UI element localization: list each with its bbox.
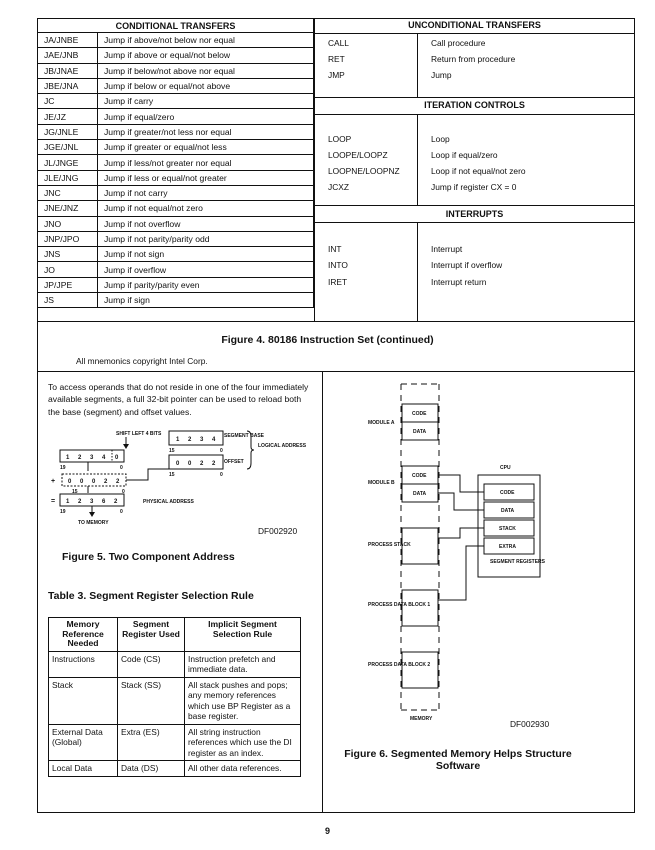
process-data-block-2-label: PROCESS DATA BLOCK 2	[368, 662, 431, 668]
table-row	[38, 109, 314, 124]
mnemonic-cell: JG/JNLE	[38, 124, 98, 139]
table-row	[38, 155, 314, 170]
mnemonic-cell: JGE/JNL	[38, 140, 98, 155]
table-row	[38, 33, 314, 48]
description-cell: Loop if not equal/not zero	[431, 166, 526, 176]
mnemonic-cell: JLE/JNG	[38, 170, 98, 185]
table-cell: All string instruction references which use the DI register as an index.	[185, 724, 301, 761]
description-cell: Jump if not carry	[98, 185, 314, 200]
description-cell: Jump if below/not above nor equal	[98, 63, 314, 78]
table-row	[49, 724, 301, 761]
table-row	[314, 132, 635, 148]
description-cell: Loop	[431, 134, 450, 144]
shifted-digit: 1	[66, 455, 70, 461]
mnemonic-cell: JNC	[38, 185, 98, 200]
memory-label: MEMORY	[410, 716, 433, 722]
table-row	[38, 277, 314, 292]
description-cell: Jump if carry	[98, 94, 314, 109]
cpu-label: CPU	[500, 465, 511, 471]
description-cell: Jump if not equal/not zero	[98, 201, 314, 216]
mnemonic-cell: RET	[328, 54, 345, 64]
mnemonic-cell: JL/JNGE	[38, 155, 98, 170]
description-cell: Jump if not parity/parity odd	[98, 231, 314, 246]
divider	[314, 114, 635, 115]
mnemonic-cell: JE/JZ	[38, 109, 98, 124]
figure6-caption: Figure 6. Segmented Memory Helps Structure Software	[344, 748, 572, 772]
mnemonic-cell: IRET	[328, 277, 348, 287]
body-paragraph: To access operands that do not reside in one of the four immediately available segments, a full 32-bit pointer can be used to reload both the base (segment) and offset values.	[48, 382, 309, 417]
table-row	[38, 63, 314, 78]
description-cell: Interrupt return	[431, 277, 487, 287]
process-stack-label: PROCESS STACK	[368, 542, 411, 548]
mnemonic-cell: LOOPNE/LOOPNZ	[328, 166, 400, 176]
description-cell: Return from procedure	[431, 54, 516, 64]
table-cell: All stack pushes and pops; any memory references which use BP Register as a base register.	[185, 677, 301, 724]
to-memory-label: TO MEMORY	[78, 520, 109, 526]
divider	[314, 97, 635, 98]
iteration-header: ITERATION CONTROLS	[424, 100, 525, 110]
data-label: DATA	[413, 491, 427, 497]
table-cell: Code (CS)	[118, 651, 185, 677]
mnemonic-cell: JNO	[38, 216, 98, 231]
description-cell: Interrupt if overflow	[431, 260, 503, 270]
table-row	[314, 52, 635, 68]
table-row	[38, 48, 314, 63]
offset-digit: 0	[188, 461, 192, 467]
physical-digit: 6	[102, 499, 106, 505]
cpu-stack-label: STACK	[499, 526, 516, 532]
bit-label: 0	[122, 489, 125, 495]
table-row	[49, 677, 301, 724]
figure6-id: DF002930	[510, 719, 550, 729]
mnemonic-cell: JBE/JNA	[38, 78, 98, 93]
segment-digit: 1	[176, 437, 180, 443]
copyright-note: All mnemonics copyright Intel Corp.	[76, 356, 208, 366]
bit-label: 15	[169, 472, 175, 478]
page-number: 9	[324, 826, 330, 836]
mnemonic-cell: JA/JNBE	[38, 33, 98, 48]
description-cell: Jump if overflow	[98, 262, 314, 277]
data-label: DATA	[413, 429, 427, 435]
segment-digit: 3	[200, 437, 204, 443]
table-cell: Stack (SS)	[118, 677, 185, 724]
mnemonic-cell: JC	[38, 94, 98, 109]
offset-padded-digit: 0	[68, 479, 72, 485]
description-cell: Jump if greater or equal/not less	[98, 140, 314, 155]
table-row	[314, 275, 635, 291]
shifted-digit: 2	[78, 455, 82, 461]
table-row	[38, 94, 314, 109]
table-cell: All other data references.	[185, 761, 301, 777]
conditional-transfers-table	[37, 18, 314, 308]
mnemonic-cell: JNE/JNZ	[38, 201, 98, 216]
description-cell: Jump if above/not below nor equal	[98, 33, 314, 48]
divider	[322, 371, 323, 813]
description-cell: Jump if not sign	[98, 247, 314, 262]
figure5-caption: Figure 5. Two Component Address	[62, 551, 235, 563]
offset-digit: 2	[200, 461, 204, 467]
table-row	[38, 216, 314, 231]
segment-base-label: SEGMENT BASE	[224, 433, 265, 439]
divider	[37, 371, 635, 372]
bit-label: 19	[60, 465, 66, 471]
description-cell: Jump if not overflow	[98, 216, 314, 231]
column-header: Implicit Segment Selection Rule	[185, 618, 301, 652]
description-cell: Jump if less/not greater nor equal	[98, 155, 314, 170]
table-row	[314, 68, 635, 84]
description-cell: Interrupt	[431, 244, 463, 254]
divider	[314, 33, 635, 34]
table-row	[38, 293, 314, 308]
mnemonic-cell: JMP	[328, 70, 345, 80]
description-cell: Jump if less or equal/not greater	[98, 170, 314, 185]
shifted-digit: 4	[102, 455, 106, 461]
offset-digit: 2	[212, 461, 216, 467]
unconditional-header: UNCONDITIONAL TRANSFERS	[408, 20, 541, 30]
table-cell: Local Data	[49, 761, 118, 777]
table-cell: Stack	[49, 677, 118, 724]
table-cell: External Data (Global)	[49, 724, 118, 761]
description-cell: Jump if equal/zero	[98, 109, 314, 124]
mnemonic-cell: JB/JNAE	[38, 63, 98, 78]
physical-digit: 2	[114, 499, 118, 505]
shifted-digit: 3	[90, 455, 94, 461]
table-row	[38, 78, 314, 93]
description-cell: Jump	[431, 70, 452, 80]
bit-label: 15	[169, 448, 175, 454]
module-b-label: MODULE B	[368, 480, 395, 486]
table-row	[314, 148, 635, 164]
table-row	[38, 124, 314, 139]
column-header: Memory Reference Needed	[49, 618, 118, 652]
mnemonic-cell: JP/JPE	[38, 277, 98, 292]
table-row	[38, 262, 314, 277]
offset-padded-digit: 2	[116, 479, 120, 485]
equals-sign: =	[51, 498, 56, 505]
table-row	[38, 170, 314, 185]
table-cell: Instructions	[49, 651, 118, 677]
cpu-data-label: DATA	[501, 508, 515, 514]
segmented-memory-diagram	[360, 380, 560, 722]
shift-label: SHIFT LEFT 4 BITS	[116, 431, 162, 437]
code-label: CODE	[412, 473, 427, 479]
table-row	[38, 140, 314, 155]
offset-padded-digit: 0	[92, 479, 96, 485]
table-cell: Extra (ES)	[118, 724, 185, 761]
table-row	[38, 201, 314, 216]
physical-digit: 1	[66, 499, 70, 505]
segment-digit: 2	[188, 437, 192, 443]
table-row	[49, 761, 301, 777]
bit-label: 0	[220, 472, 223, 478]
description-cell: Jump if sign	[98, 293, 314, 308]
mnemonic-cell: LOOP	[328, 134, 352, 144]
offset-label: OFFSET	[224, 459, 244, 465]
table-cell: Instruction prefetch and immediate data.	[185, 651, 301, 677]
table3-title: Table 3. Segment Register Selection Rule	[48, 590, 254, 602]
bit-label: 0	[120, 509, 123, 515]
mnemonic-cell: JO	[38, 262, 98, 277]
interrupts-header: INTERRUPTS	[445, 209, 504, 219]
table-row	[38, 231, 314, 246]
offset-padded-digit: 0	[80, 479, 84, 485]
bit-label: 15	[72, 489, 78, 495]
logical-address-label: LOGICAL ADDRESS	[258, 443, 307, 449]
table-row	[314, 164, 635, 180]
mnemonic-cell: JNS	[38, 247, 98, 262]
description-cell: Jump if below or equal/not above	[98, 78, 314, 93]
physical-digit: 2	[78, 499, 82, 505]
process-data-block-1-label: PROCESS DATA BLOCK 1	[368, 602, 431, 608]
table-row	[314, 180, 635, 196]
shifted-digit: 0	[115, 455, 119, 461]
physical-address-label: PHYSICAL ADDRESS	[143, 499, 194, 505]
column-header: Segment Register Used	[118, 618, 185, 652]
segment-digit: 4	[212, 437, 216, 443]
divider	[314, 222, 635, 223]
figure5-id: DF002920	[258, 526, 298, 536]
mnemonic-cell: INT	[328, 244, 342, 254]
table-row	[314, 36, 635, 52]
description-cell: Jump if above or equal/not below	[98, 48, 314, 63]
mnemonic-cell: JAE/JNB	[38, 48, 98, 63]
divider	[314, 205, 635, 206]
divider	[37, 321, 635, 322]
segment-registers-label: SEGMENT REGISTERS	[490, 559, 546, 565]
mnemonic-cell: JCXZ	[328, 182, 349, 192]
description-cell: Jump if parity/parity even	[98, 277, 314, 292]
segment-register-table	[48, 617, 301, 777]
mnemonic-cell: JNP/JPO	[38, 231, 98, 246]
bit-label: 0	[120, 465, 123, 471]
description-cell: Jump if register CX = 0	[431, 182, 517, 192]
two-component-address-diagram	[48, 425, 318, 540]
figure4-caption: Figure 4. 80186 Instruction Set (continued)	[221, 334, 434, 346]
table-row	[38, 247, 314, 262]
cpu-code-label: CODE	[500, 490, 515, 496]
offset-digit: 0	[176, 461, 180, 467]
mnemonic-cell: JS	[38, 293, 98, 308]
code-label: CODE	[412, 411, 427, 417]
module-a-label: MODULE A	[368, 420, 395, 426]
description-cell: Call procedure	[431, 38, 486, 48]
mnemonic-cell: INTO	[328, 260, 348, 270]
offset-padded-digit: 2	[104, 479, 108, 485]
description-cell: Jump if greater/not less nor equal	[98, 124, 314, 139]
bit-label: 0	[220, 448, 223, 454]
table-cell: Data (DS)	[118, 761, 185, 777]
table-row	[314, 258, 635, 274]
table-row	[38, 185, 314, 200]
conditional-header: CONDITIONAL TRANSFERS	[38, 19, 314, 33]
mnemonic-cell: CALL	[328, 38, 349, 48]
mnemonic-cell: LOOPE/LOOPZ	[328, 150, 388, 160]
bit-label: 19	[60, 509, 66, 515]
description-cell: Loop if equal/zero	[431, 150, 498, 160]
cpu-extra-label: EXTRA	[499, 544, 516, 550]
table-row	[314, 242, 635, 258]
plus-sign: +	[51, 478, 56, 485]
table-row	[49, 651, 301, 677]
physical-digit: 3	[90, 499, 94, 505]
